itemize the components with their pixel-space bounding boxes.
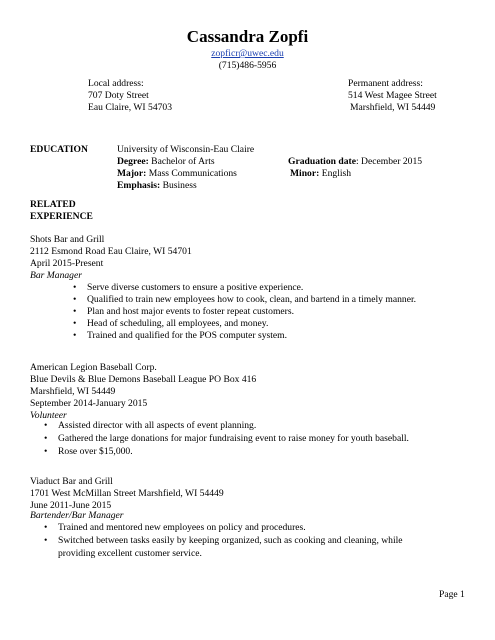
job-bullets [58, 419, 409, 458]
job-employer: Viaduct Bar and Grill [30, 476, 113, 487]
minor-value: English [319, 168, 352, 179]
email-line [0, 48, 495, 60]
list-item: • Gathered the large donations for major fundraising event to raise money for youth baseball. [58, 432, 409, 445]
list-item: • Serve diverse customers to ensure a positive experience. [87, 282, 416, 294]
grad-value: : December 2015 [355, 156, 423, 167]
degree-value: Bachelor of Arts [148, 156, 215, 167]
list-item: • Plan and host major events to foster repeat customers. [87, 306, 416, 318]
major-label: Major: [117, 168, 147, 179]
job-bullets [87, 282, 416, 342]
job-title: Bartender/Bar Manager [30, 510, 124, 521]
job-address-line2: Marshfield, WI 54449 [30, 386, 116, 397]
phone-number: (715)486-5956 [218, 60, 277, 71]
job-employer: American Legion Baseball Corp. [30, 362, 157, 373]
emphasis-label: Emphasis: [117, 180, 161, 191]
page-number: Page 1 [439, 589, 465, 600]
graduation-date [288, 156, 422, 168]
list-item: • Trained and mentored new employees on policy and procedures. [58, 521, 403, 534]
permanent-address-street: 514 West Magee Street [348, 90, 437, 101]
list-item: • Switched between tasks easily by keeping organized, such as cooking and cleaning, while [58, 534, 403, 547]
permanent-address-city: Marshfield, WI 54449 [350, 102, 436, 113]
list-item-continuation: providing excellent customer service. [58, 548, 202, 559]
job-dates: September 2014-January 2015 [30, 398, 148, 409]
local-address-label: Local address: [88, 78, 144, 89]
degree-label: Degree: [117, 156, 149, 167]
emphasis-value: Business [160, 180, 197, 191]
education-major [117, 168, 237, 180]
permanent-address-label: Permanent address: [348, 78, 423, 89]
education-minor [290, 168, 351, 180]
experience-heading-line2: EXPERIENCE [30, 211, 93, 222]
local-address-city: Eau Claire, WI 54703 [88, 102, 173, 113]
education-heading: EDUCATION [30, 144, 88, 155]
email-link[interactable]: zopficr@uwec.edu [211, 48, 284, 59]
experience-heading-line1: RELATED [30, 199, 76, 210]
education-school: University of Wisconsin-Eau Claire [117, 144, 255, 155]
list-item: • Assisted director with all aspects of event planning. [58, 419, 409, 432]
list-item: • Trained and qualified for the POS computer system. [87, 330, 416, 342]
list-item: • Qualified to train new employees how to cook, clean, and bartend in a timely manner. [87, 294, 416, 306]
job-employer: Shots Bar and Grill [30, 234, 105, 245]
local-address-street: 707 Doty Street [88, 90, 149, 101]
education-emphasis [117, 180, 197, 192]
job-address: 1701 West McMillan Street Marshfield, WI 54449 [30, 488, 224, 499]
grad-label: Graduation date [288, 156, 356, 167]
job-address: Blue Devils & Blue Demons Baseball League PO Box 416 [30, 374, 257, 385]
job-title: Volunteer [30, 410, 67, 421]
list-item: • Rose over $15,000. [58, 445, 409, 458]
job-dates: April 2015-Present [30, 258, 104, 269]
job-address: 2112 Esmond Road Eau Claire, WI 54701 [30, 246, 192, 257]
job-title: Bar Manager [30, 270, 82, 281]
candidate-name: Cassandra Zopfi [186, 27, 309, 46]
education-degree [117, 156, 215, 168]
job-dates: June 2011-June 2015 [30, 500, 112, 511]
minor-label: Minor: [290, 168, 320, 179]
major-value: Mass Communications [146, 168, 237, 179]
job-bullets [58, 521, 403, 560]
list-item: • Head of scheduling, all employees, and money. [87, 318, 416, 330]
